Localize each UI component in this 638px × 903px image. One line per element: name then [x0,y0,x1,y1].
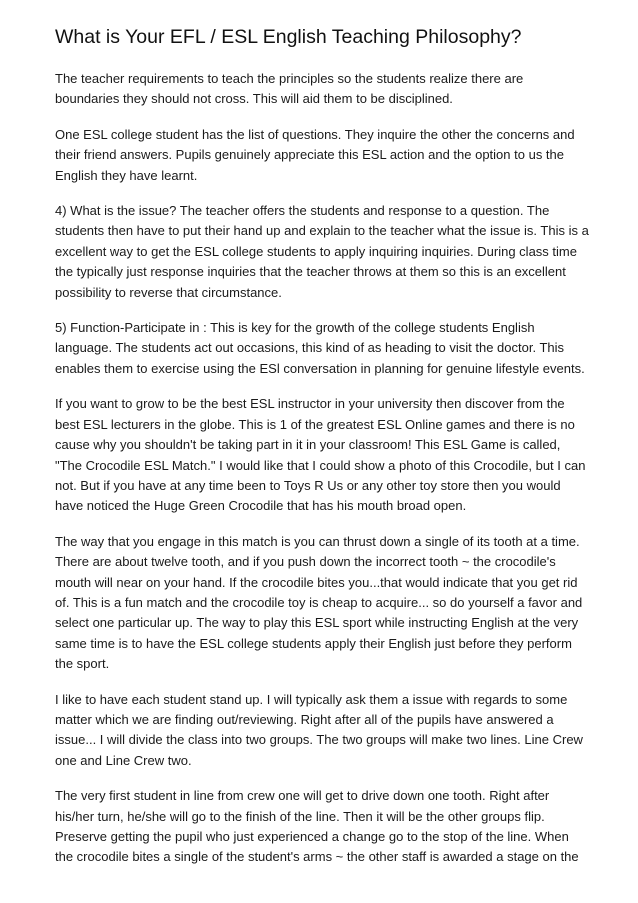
paragraph-student-groups: I like to have each student stand up. I will typically ask them a issue with regards to some matter which we are finding out/reviewing. Right after all of the pupils have answered a issue... I will divide the class into two groups. The two groups will make two lines. Line Crew one and Line Crew two. [55,691,583,768]
paragraph-discipline: The teacher requirements to teach the principles so the students realize there are boundaries they should not cross. This will aid them to be disciplined. [55,71,524,107]
paragraph-crocodile-game-rules: The way that you engage in this match is you can thrust down a single of its tooth at a time. There are about twelve tooth, and if you push down the incorrect tooth ~ the crocodile's mouth will near on your hand. If the crocodile bites you...that would indicate that you get rid of. This is a fun match and the crocodile toy is cheap to acquire... so do yourself a favor and select one particular up. The way to play this ESL sport while instructing English at the very same time is to have the ESL college students apply their English just before they perform the sport. [55,533,583,672]
document-page [55,24,590,883]
page-title: What is Your EFL / ESL English Teaching Philosophy? [55,26,522,48]
paragraph-question-list: One ESL college student has the list of questions. They inquire the other the concerns and their friend answers. Pupils genuinely appreciate this ESL action and the option to us the English they have learnt. [55,126,575,183]
paragraph-role-play: 5) Function-Participate in : This is key for the growth of the college students English language. The students act out occasions, this kind of as heading to visit the doctor. This enables them to exercise using the ESl conversation in planning for genuine lifestyle events. [55,320,585,376]
paragraph-what-is-the-issue: 4) What is the issue? The teacher offers the students and response to a question. The students then have to put their hand up and explain to the teacher what the issue is. This is a excellent way to get the ESL college students to apply inquiring inquiries. During class time the typically just response inquiries that the teacher throws at them so this is an excellent possibility to reverse that circumstance. [55,203,589,300]
paragraph-crocodile-game-intro: If you want to grow to be the best ESL instructor in your university then discover from the best ESL lecturers in the globe. This is 1 of the greatest ESL Online games and there is no cause why you shouldn't be taking part in it in your classroom! This ESL Game is called, "The Crocodile ESL Match." I would like that I could show a photo of this Crocodile, but I can not. But if you have at any time been to Toys R Us or any other toy store then you would have noticed the Huge Green Crocodile that has his mouth broad open. [55,396,586,514]
paragraph-turn-taking: The very first student in line from crew one will get to drive down one tooth. Right after his/her turn, he/she will go to the finish of the line. Then it will be the other groups flip. Preserve getting the pupil who just experienced a change go to the stop of the line. When the crocodile bites a single of the student's arms ~ the other staff is awarded a stage on the [55,788,579,865]
